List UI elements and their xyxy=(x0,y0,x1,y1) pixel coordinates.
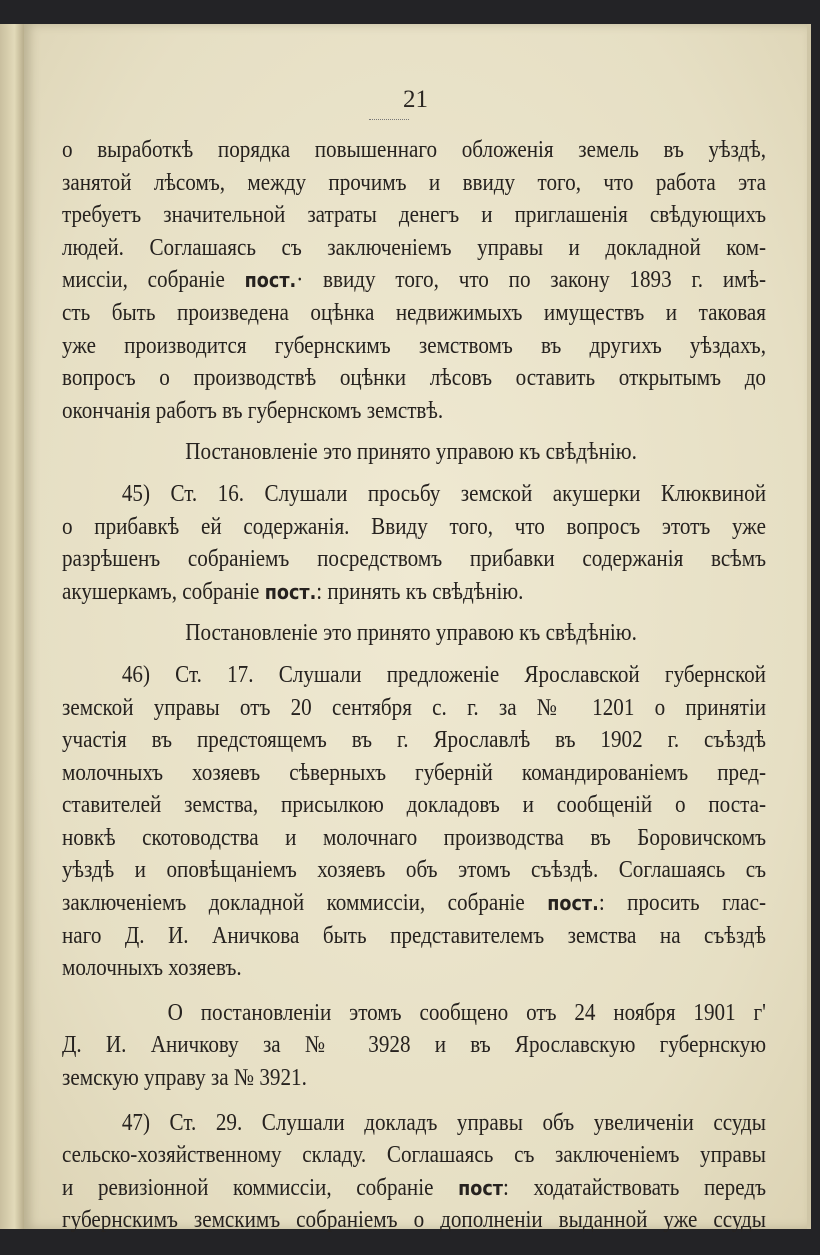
text-line xyxy=(62,887,766,920)
text-line: сельско-хозяйственному складу. Соглашаясь съ заключеніемъ управы xyxy=(62,1142,766,1169)
text-line: 47) Ст. 29. Слушали докладъ управы объ увеличеніи ссуды xyxy=(121,1109,767,1136)
text-line: о прибавкѣ ей содержанія. Ввиду того, что вопросъ этотъ уже xyxy=(62,513,766,540)
text-line: 45) Ст. 16. Слушали просьбу земской акушерки Клюквиной xyxy=(121,480,767,507)
text-line: новкѣ скотоводства и молочнаго производства въ Боровичскомъ xyxy=(62,824,766,851)
paragraph-continuation xyxy=(62,134,766,427)
text-line: губернскимъ земскимъ собраніемъ о дополненіи выданной уже ссуды xyxy=(62,1207,766,1234)
text-line: уже производится губернскимъ земствомъ въ другихъ уѣздахъ, xyxy=(62,332,766,359)
facing-page-edge xyxy=(0,24,24,1229)
text-line: занятой лѣсомъ, между прочимъ и ввиду того, что работа эта xyxy=(62,169,766,196)
text-run: : ходатайствовать передъ xyxy=(503,1174,766,1201)
text-line xyxy=(62,576,766,609)
text-line: О постановленіи этомъ сообщено отъ 24 ноября 1901 г' xyxy=(167,999,767,1026)
text-run: и ревизіонной коммиссіи, собраніе xyxy=(62,1174,459,1201)
text-line: разрѣшенъ собраніемъ посредствомъ прибавки содержанія всѣмъ xyxy=(62,546,766,573)
item-46 xyxy=(62,659,766,985)
document-page xyxy=(24,24,807,1234)
resolution-abbrev: пост. xyxy=(547,891,599,916)
page-number-ornament xyxy=(369,119,409,122)
page-number: 21 xyxy=(403,86,428,113)
text-line: людей. Соглашаясь съ заключеніемъ управы и докладной ком- xyxy=(62,234,766,261)
text-line: уѣздѣ и оповѣщаніемъ хозяевъ объ этомъ съѣздѣ. Соглашаясь съ xyxy=(62,857,766,884)
page-text xyxy=(62,134,766,1237)
text-line: о выработкѣ порядка повышеннаго обложенія земель въ уѣздѣ, xyxy=(62,137,766,163)
text-line xyxy=(62,264,766,297)
text-line: ставителей земства, присылкою докладовъ и сообщеній о поста- xyxy=(62,792,766,819)
item-47 xyxy=(62,1107,766,1237)
text-line: молочныхъ хозяевъ. xyxy=(62,955,242,982)
text-line: молочныхъ хозяевъ сѣверныхъ губерній командированіемъ пред- xyxy=(62,759,766,786)
text-line: земской управы отъ 20 сентября с. г. за № 1201 о принятіи xyxy=(62,694,766,721)
text-line: участія въ предстоящемъ въ г. Ярославлѣ въ 1902 г. съѣздѣ xyxy=(62,727,766,754)
text-line: вопросъ о производствѣ оцѣнки лѣсовъ оставить открытымъ до xyxy=(62,365,766,392)
text-run: миссіи, собраніе xyxy=(62,267,245,294)
text-line: 46) Ст. 17. Слушали предложеніе Ярославской губернской xyxy=(121,661,767,688)
resolution-abbrev: пост. xyxy=(264,579,317,604)
dispatch-note xyxy=(62,997,766,1095)
text-line: требуетъ значительной затраты денегъ и приглашенія свѣдующихъ xyxy=(62,202,766,229)
resolution-abbrev: пост xyxy=(458,1175,504,1200)
text-run: акушеркамъ, собраніе xyxy=(62,578,265,605)
resolution-abbrev: пост. xyxy=(244,268,297,293)
text-line: сть быть произведена оцѣнка недвижимыхъ имуществъ и таковая xyxy=(62,299,766,326)
text-line xyxy=(62,1172,766,1205)
text-run: заключеніемъ докладной коммиссіи, собраніе xyxy=(62,890,548,917)
text-line: окончанія работъ въ губернскомъ земствѣ. xyxy=(62,397,444,424)
text-run: : просить глас- xyxy=(598,890,766,917)
text-line: Д. И. Аничкову за № 3928 и въ Ярославскую губернскую xyxy=(62,1032,766,1059)
text-line: земскую управу за № 3921. xyxy=(62,1065,307,1092)
text-line: наго Д. И. Аничкова быть представителемъ земства на съѣздѣ xyxy=(62,922,766,949)
text-run: · ввиду того, что по закону 1893 г. имѣ- xyxy=(296,267,767,294)
resolution-note: Постановленіе это принято управою къ свѣдѣнію. xyxy=(185,620,637,647)
resolution-note: Постановленіе это принято управою къ свѣдѣнію. xyxy=(185,439,637,466)
text-run: : принять къ свѣдѣнію. xyxy=(316,578,524,605)
page-right-edge xyxy=(807,24,811,1229)
item-45 xyxy=(62,478,766,608)
